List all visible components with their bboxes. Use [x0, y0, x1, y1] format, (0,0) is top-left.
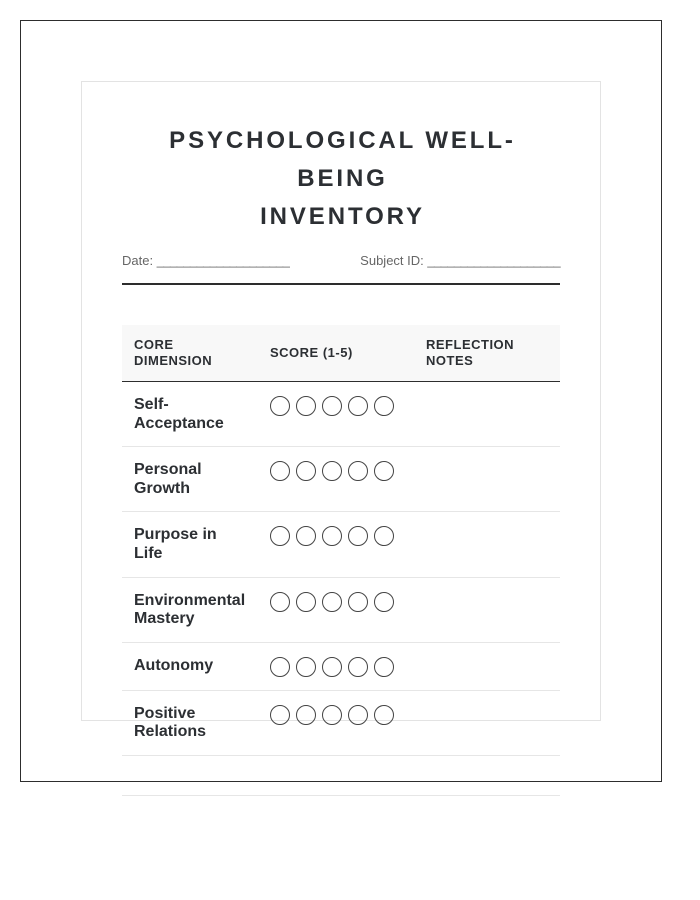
score-radio-2[interactable]: [296, 657, 316, 677]
score-radio-4[interactable]: [348, 526, 368, 546]
column-header-dimension: CORE DIMENSION: [122, 325, 258, 382]
subject-id-blank-line[interactable]: ____________________: [427, 253, 560, 268]
score-radio-3[interactable]: [322, 592, 342, 612]
score-radio-1[interactable]: [270, 705, 290, 725]
reflection-notes-cell[interactable]: [414, 577, 560, 642]
score-radio-5[interactable]: [374, 657, 394, 677]
score-radio-3[interactable]: [322, 526, 342, 546]
score-radio-1[interactable]: [270, 592, 290, 612]
table-row: [122, 382, 560, 447]
score-radio-3[interactable]: [322, 657, 342, 677]
score-cell: [258, 690, 414, 755]
table-row: [122, 512, 560, 577]
score-radio-2[interactable]: [296, 396, 316, 416]
page-title: [122, 122, 560, 236]
subject-id-field[interactable]: [360, 253, 560, 269]
reflection-notes-cell[interactable]: [414, 447, 560, 512]
reflection-notes-cell[interactable]: [414, 642, 560, 690]
dimension-label: [122, 755, 258, 795]
score-radio-2[interactable]: [296, 461, 316, 481]
header-divider: [122, 283, 560, 285]
inventory-table: [122, 325, 560, 796]
column-header-notes: REFLECTION NOTES: [414, 325, 560, 382]
score-cell: [258, 447, 414, 512]
table-body: [122, 382, 560, 796]
score-cell: [258, 382, 414, 447]
score-radio-4[interactable]: [348, 705, 368, 725]
reflection-notes-cell[interactable]: [414, 690, 560, 755]
score-radio-2[interactable]: [296, 526, 316, 546]
reflection-notes-cell[interactable]: [414, 755, 560, 795]
score-radio-5[interactable]: [374, 526, 394, 546]
reflection-notes-cell[interactable]: [414, 382, 560, 447]
score-radio-1[interactable]: [270, 461, 290, 481]
score-radio-2[interactable]: [296, 705, 316, 725]
score-radio-5[interactable]: [374, 705, 394, 725]
dimension-label: Self-Acceptance: [122, 382, 258, 447]
score-radio-4[interactable]: [348, 396, 368, 416]
reflection-notes-cell[interactable]: [414, 512, 560, 577]
table-row: [122, 755, 560, 795]
column-header-score: SCORE (1-5): [258, 325, 414, 382]
dimension-label: Positive Relations: [122, 690, 258, 755]
score-radio-2[interactable]: [296, 592, 316, 612]
score-radio-1[interactable]: [270, 526, 290, 546]
table-row: [122, 642, 560, 690]
table-row: [122, 690, 560, 755]
score-radio-4[interactable]: [348, 461, 368, 481]
dimension-label: Environmental Mastery: [122, 577, 258, 642]
meta-fields: [122, 253, 560, 269]
score-radio-5[interactable]: [374, 461, 394, 481]
table-row: [122, 447, 560, 512]
score-cell: [258, 512, 414, 577]
dimension-label: Autonomy: [122, 642, 258, 690]
score-radio-4[interactable]: [348, 657, 368, 677]
score-radio-3[interactable]: [322, 461, 342, 481]
score-cell: [258, 755, 414, 795]
table-header-row: [122, 325, 560, 382]
subject-id-label: Subject ID:: [360, 253, 424, 268]
table-row: [122, 577, 560, 642]
score-radio-4[interactable]: [348, 592, 368, 612]
score-radio-1[interactable]: [270, 657, 290, 677]
date-label: Date:: [122, 253, 154, 268]
inventory-content: [122, 122, 560, 796]
score-radio-3[interactable]: [322, 396, 342, 416]
dimension-label: Purpose in Life: [122, 512, 258, 577]
title-line-2: INVENTORY: [260, 203, 425, 230]
score-radio-1[interactable]: [270, 396, 290, 416]
score-radio-5[interactable]: [374, 396, 394, 416]
title-line-1: PSYCHOLOGICAL WELL-BEING: [169, 127, 516, 192]
score-cell: [258, 577, 414, 642]
date-blank-line[interactable]: ____________________: [156, 253, 290, 268]
dimension-label: Personal Growth: [122, 447, 258, 512]
score-radio-3[interactable]: [322, 705, 342, 725]
date-field[interactable]: [122, 253, 289, 269]
score-cell: [258, 642, 414, 690]
score-radio-5[interactable]: [374, 592, 394, 612]
